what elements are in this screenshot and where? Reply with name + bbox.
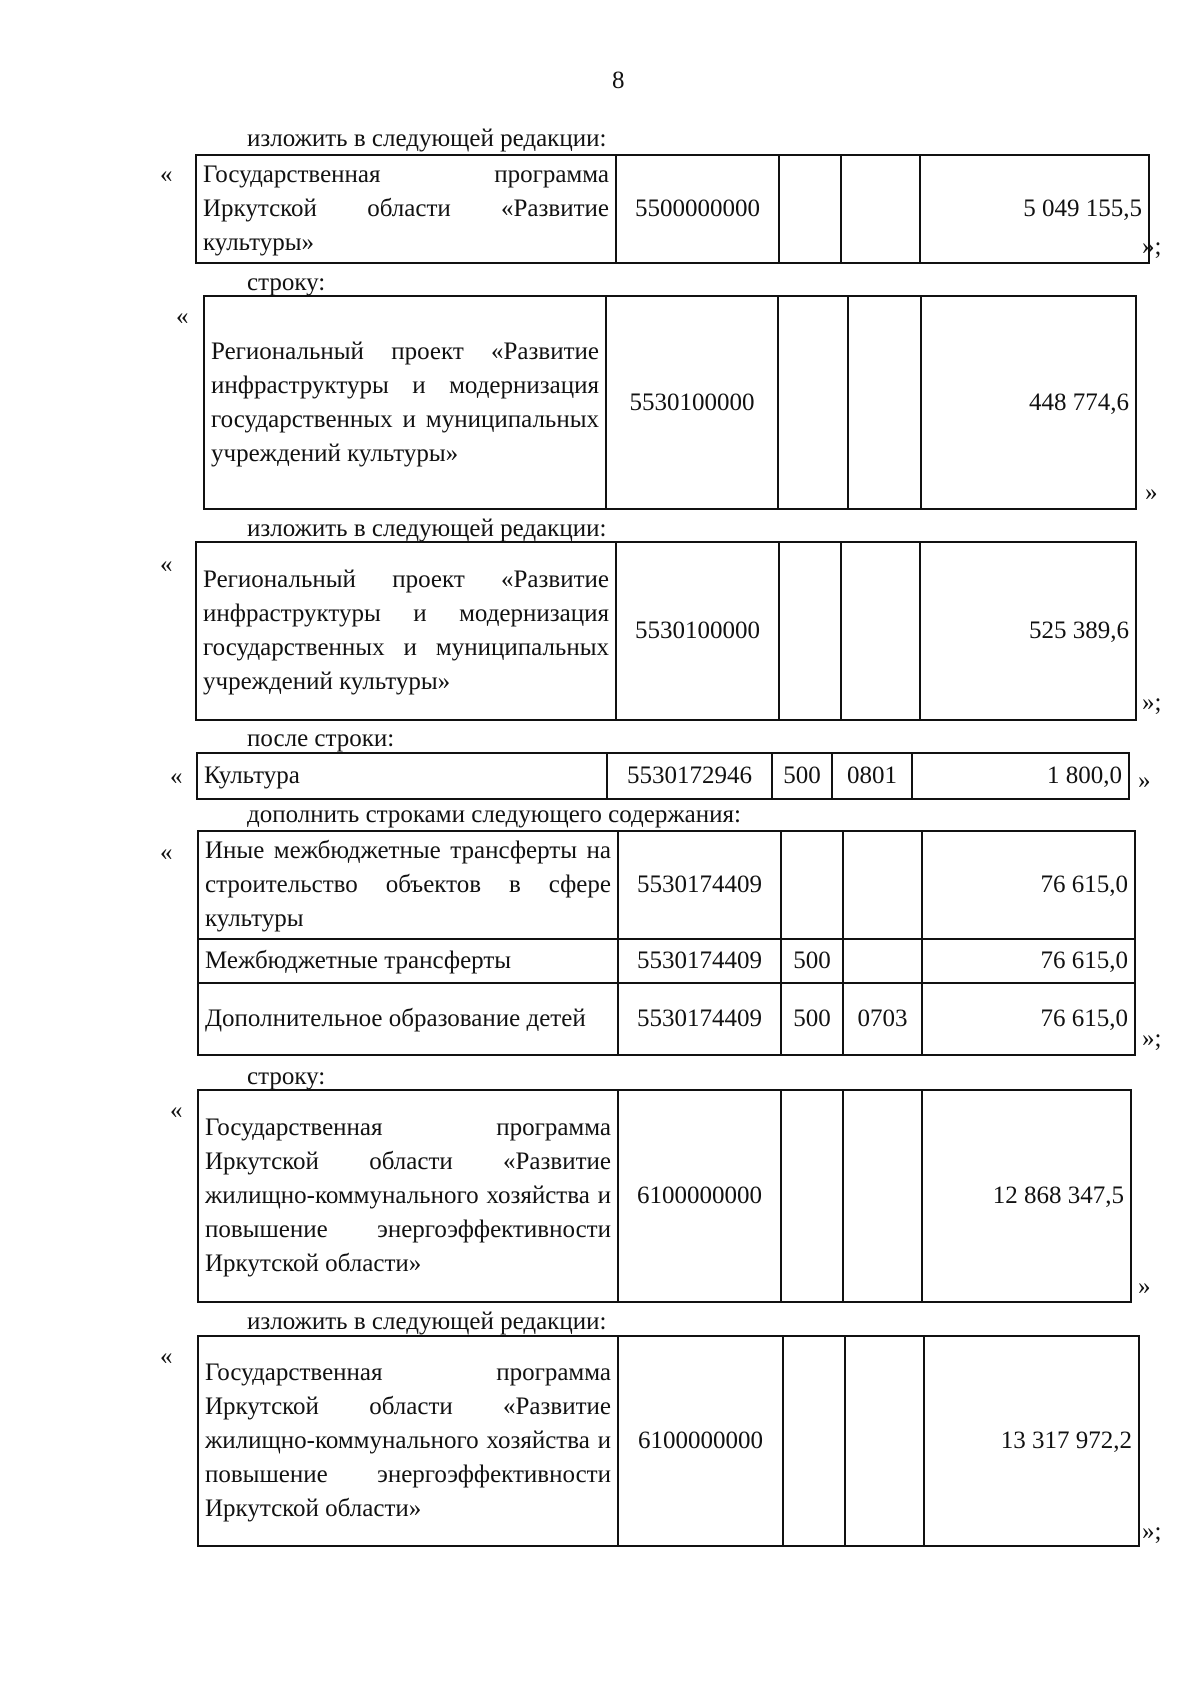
instruction-text: дополнить строками следующего содержания: bbox=[247, 801, 741, 828]
amount-cell: 76 615,0 bbox=[922, 831, 1135, 939]
budget-table bbox=[196, 752, 1130, 800]
rz-code-cell: 0703 bbox=[843, 983, 922, 1055]
amount-cell: 76 615,0 bbox=[922, 983, 1135, 1055]
instruction-text: изложить в следующей редакции: bbox=[247, 1308, 607, 1335]
rz-code-cell bbox=[845, 1336, 924, 1546]
rz-code-cell bbox=[848, 296, 921, 509]
amount-cell: 13 317 972,2 bbox=[924, 1336, 1139, 1546]
vr-code-cell bbox=[779, 155, 841, 263]
rz-code-cell: 0801 bbox=[832, 753, 912, 799]
opening-quote: « bbox=[160, 839, 173, 866]
amount-cell: 448 774,6 bbox=[921, 296, 1136, 509]
row-name-cell: Межбюджетные трансферты bbox=[198, 939, 618, 983]
csr-code-cell: 5530100000 bbox=[606, 296, 778, 509]
amount-cell: 1 800,0 bbox=[912, 753, 1129, 799]
table-row bbox=[198, 1336, 1139, 1546]
instruction-text: изложить в следующей редакции: bbox=[247, 515, 607, 542]
amount-cell: 5 049 155,5 bbox=[920, 155, 1149, 263]
vr-code-cell: 500 bbox=[781, 983, 843, 1055]
budget-table bbox=[203, 295, 1137, 510]
rz-code-cell bbox=[843, 1090, 922, 1302]
row-name-cell: Дополнительное образование детей bbox=[198, 983, 618, 1055]
budget-table bbox=[197, 1335, 1140, 1547]
opening-quote: « bbox=[160, 1343, 173, 1370]
instruction-text: строку: bbox=[247, 1063, 326, 1090]
closing-quote: » bbox=[1138, 1273, 1151, 1300]
row-name-cell: Региональный проект «Развитие инфраструктуры и модернизация государственных и муниципальных учреждений культуры» bbox=[204, 296, 606, 509]
closing-quote: »; bbox=[1142, 1025, 1162, 1052]
csr-code-cell: 5530172946 bbox=[607, 753, 772, 799]
amount-cell: 76 615,0 bbox=[922, 939, 1135, 983]
rz-code-cell bbox=[841, 542, 920, 720]
budget-table bbox=[195, 154, 1150, 264]
csr-code-cell: 6100000000 bbox=[618, 1336, 783, 1546]
vr-code-cell: 500 bbox=[781, 939, 843, 983]
table-row bbox=[196, 155, 1149, 263]
vr-code-cell bbox=[781, 1090, 843, 1302]
amount-cell: 525 389,6 bbox=[920, 542, 1136, 720]
vr-code-cell bbox=[783, 1336, 845, 1546]
closing-quote: »; bbox=[1142, 1518, 1162, 1545]
vr-code-cell: 500 bbox=[772, 753, 832, 799]
instruction-text: после строки: bbox=[247, 725, 395, 752]
closing-quote: » bbox=[1145, 479, 1158, 506]
row-name-cell: Культура bbox=[197, 753, 607, 799]
vr-code-cell bbox=[779, 542, 841, 720]
csr-code-cell: 5500000000 bbox=[616, 155, 779, 263]
table-row bbox=[198, 831, 1135, 939]
closing-quote: »; bbox=[1142, 233, 1162, 260]
vr-code-cell bbox=[778, 296, 848, 509]
page-number: 8 bbox=[612, 67, 625, 94]
budget-table bbox=[197, 830, 1136, 1056]
opening-quote: « bbox=[160, 161, 173, 188]
csr-code-cell: 5530174409 bbox=[618, 983, 781, 1055]
opening-quote: « bbox=[160, 551, 173, 578]
table-row bbox=[198, 983, 1135, 1055]
closing-quote: » bbox=[1138, 767, 1151, 794]
opening-quote: « bbox=[170, 1097, 183, 1124]
rz-code-cell bbox=[843, 939, 922, 983]
table-row bbox=[204, 296, 1136, 509]
table-row bbox=[197, 753, 1129, 799]
row-name-cell: Государственная программа Иркутской области «Развитие жилищно-коммунального хозяйства и повышение энергоэффективности Иркутской области» bbox=[198, 1336, 618, 1546]
budget-table bbox=[197, 1089, 1132, 1303]
csr-code-cell: 6100000000 bbox=[618, 1090, 781, 1302]
csr-code-cell: 5530100000 bbox=[616, 542, 779, 720]
csr-code-cell: 5530174409 bbox=[618, 831, 781, 939]
row-name-cell: Региональный проект «Развитие инфраструктуры и модернизация государственных и муниципальных учреждений культуры» bbox=[196, 542, 616, 720]
rz-code-cell bbox=[841, 155, 920, 263]
row-name-cell: Государственная программа Иркутской области «Развитие жилищно-коммунального хозяйства и повышение энергоэффективности Иркутской области» bbox=[198, 1090, 618, 1302]
opening-quote: « bbox=[170, 763, 183, 790]
csr-code-cell: 5530174409 bbox=[618, 939, 781, 983]
rz-code-cell bbox=[843, 831, 922, 939]
amount-cell: 12 868 347,5 bbox=[922, 1090, 1131, 1302]
vr-code-cell bbox=[781, 831, 843, 939]
budget-table bbox=[195, 541, 1137, 721]
instruction-text: строку: bbox=[247, 269, 326, 296]
opening-quote: « bbox=[176, 303, 189, 330]
table-row bbox=[198, 1090, 1131, 1302]
closing-quote: »; bbox=[1142, 689, 1162, 716]
row-name-cell: Государственная программа Иркутской области «Развитие культуры» bbox=[196, 155, 616, 263]
table-row bbox=[198, 939, 1135, 983]
table-row bbox=[196, 542, 1136, 720]
row-name-cell: Иные межбюджетные трансферты на строительство объектов в сфере культуры bbox=[198, 831, 618, 939]
instruction-text: изложить в следующей редакции: bbox=[247, 125, 607, 152]
